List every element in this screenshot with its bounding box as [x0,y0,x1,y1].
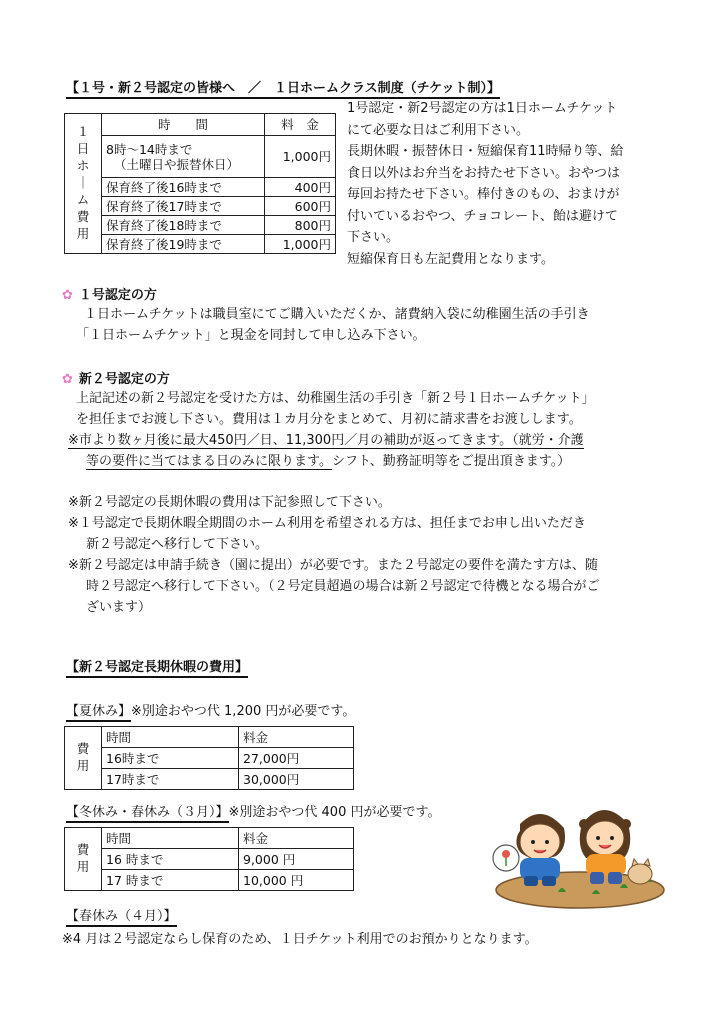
home-ticket-table [64,113,336,254]
section1-heading: 【１号・新２号認定の皆様へ ／ １日ホームクラス制度（チケット制）】 [66,77,500,99]
type1-body: １日ホームチケットは職員室にてご購入いただくか、諸費納入袋に幼稚園生活の手引き 「１日ホームチケット」と現金を同封して申し込み下さい。 [76,307,590,343]
table-row: 保育終了後18時まで 800円 [65,216,336,235]
table-row: 16時まで 27,000円 [65,748,354,769]
row-header-char: １ [76,124,90,140]
row-header-char: ｜ [76,175,90,191]
row-header-char: 用 [76,758,90,773]
table-row: 17 時まで 10,000 円 [65,870,354,891]
summer-fee-table: 費 用 時間 料金 16時まで 27,000円 17時まで 30,000円 [64,726,354,790]
notes-list: ※新２号認定の長期休暇の費用は下記参照して下さい。 ※１号認定で長期休暇全期間のホーム利用を希望される方は、担任までお申し出いただき 新２号認定へ移行して下さい。 ※新２号認定は申請手続き（園に提出）が必要です。また２号認定の要件を満たす方は、随 時２号認定へ移行して下さい。（２号定員超過の場合は新２号認定で待機となる場合がご ざいます） [68,495,600,615]
table-row: 保育終了後16時まで 400円 [65,178,336,197]
subsidy-note: ※市より数ヶ月後に最大450円／日、11,300円／月の補助が返ってきます。（就労・介護 等の要件に当てはまる日のみに限ります。シフト、勤務証明等をご提出頂きます。） [68,433,584,469]
type2-title: ✿ 新２号認定の方 [62,372,170,387]
spring-label: 【春休み（４月）】 [66,905,177,927]
winter-label: 【冬休み・春休み（３月）】※別途おやつ代 400 円が必要です。 [66,801,440,823]
side-text: 1号認定・新2号認定の方は1日ホームチケット にて必要な日はご利用下さい。 長期休暇・振替休日・短縮保育11時帰り等、給 食日以外はお弁当をお持たせ下さい。おやつは 毎回お持たせ下さい。棒付きのもの、おまけが 付いているおやつ、チョコレート、飴は避けて 下さい。 短縮保育日も左記費用となります。 [347,101,624,267]
table-row: 17時まで 30,000円 [65,769,354,790]
row-header-char: 費 [76,741,90,757]
flower-icon: ✿ [62,372,73,387]
type2-body: 上記記述の新２号認定を受けた方は、幼稚園生活の手引き「新２号１日ホームチケット」 を担任までお渡し下さい。費用は１カ月分をまとめて、月初に請求書をお渡しします。 [76,391,595,427]
spring-note: ※4 月は２号認定ならし保育のため、１日チケット利用でのお預かりとなります。 [62,932,538,947]
section2-heading: 【新２号認定長期休暇の費用】 [66,656,248,678]
table-row: 保育終了後17時まで 600円 [65,197,336,216]
col-fee-header: 料 金 [265,114,336,136]
table-row-header [65,828,102,891]
col-time-header: 時 間 [102,114,265,136]
row-header-char: 費 [76,842,90,858]
row-header-char: 日 [76,141,90,157]
flower-icon: ✿ [62,288,73,303]
row-header-char: ム [76,191,90,207]
row-header-char: ホ [76,158,90,174]
table-row-header [65,727,102,790]
table-row: 保育終了後19時まで 1,000円 [65,235,336,254]
row-header-char: 費 [76,208,90,224]
type1-title: ✿ １号認定の方 [62,288,157,303]
table-row: 8時～14時まで （土曜日や振替休日） 1,000円 [65,136,336,178]
children-gardening-illustration [488,794,668,910]
table-row: 16 時まで 9,000 円 [65,849,354,870]
row-header-char: 用 [76,225,90,241]
summer-label: 【夏休み】※別途おやつ代 1,200 円が必要です。 [66,700,355,722]
row-header-char: 用 [76,859,90,874]
winter-fee-table: 費 用 時間 料金 16 時まで 9,000 円 17 時まで 10,000 円 [64,827,354,891]
table-row-header [65,114,102,254]
